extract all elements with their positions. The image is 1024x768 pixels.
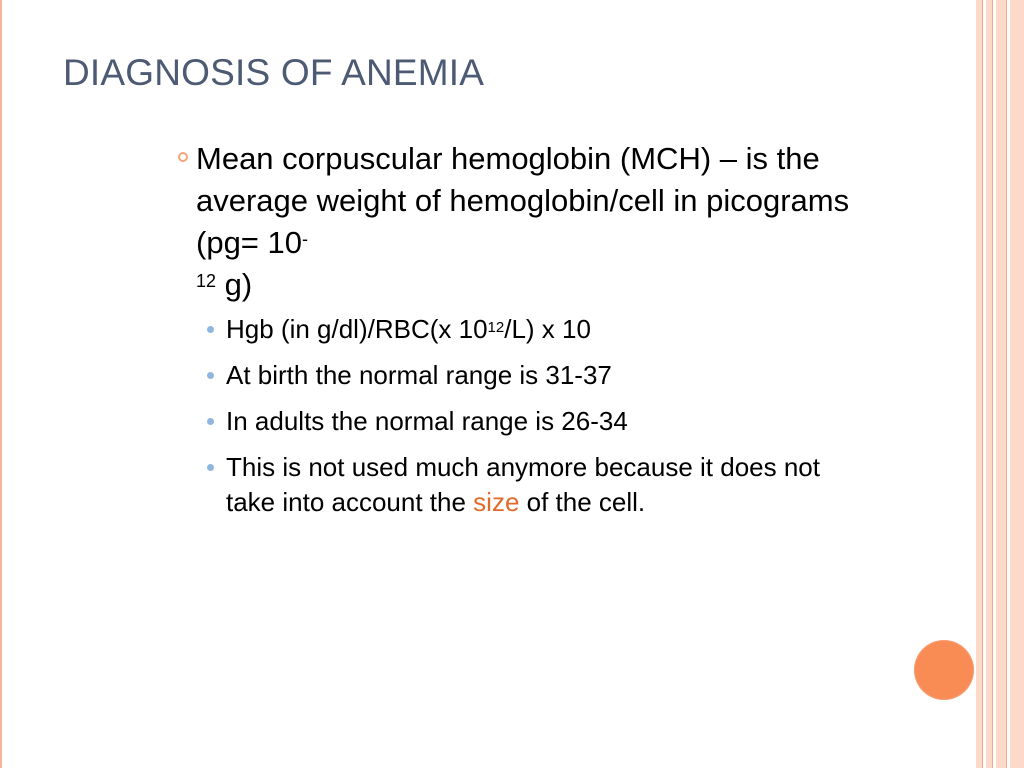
left-border-line <box>0 0 2 768</box>
adult-range-text: In adults the normal range is 26-34 <box>226 406 628 436</box>
main-bullet-text: Mean corpuscular hemoglobin (MCH) – is the average weight of hemoglobin/cell in picograms (pg= 10 <box>196 141 850 260</box>
formula-text: Hgb (in g/dl)/RBC(x 10 <box>226 314 488 344</box>
right-stripe <box>1010 0 1024 768</box>
decorative-circle <box>914 640 974 700</box>
dot-bullet-icon <box>207 464 214 471</box>
dot-bullet-icon <box>207 326 214 333</box>
list-item-birth-range <box>176 358 866 393</box>
right-stripe-line <box>982 0 983 768</box>
not-used-text: This is not used much anymore because it does not take into account the <box>226 452 820 517</box>
exponent-value: 12 <box>196 271 217 291</box>
formula-text-end: /L) x 10 <box>504 314 591 344</box>
dot-bullet-icon <box>207 372 214 379</box>
main-bullet <box>176 138 866 306</box>
formula-exponent: 12 <box>487 319 505 336</box>
not-used-text-end: of the cell. <box>519 487 646 517</box>
birth-range-text: At birth the normal range is 31-37 <box>226 360 612 390</box>
list-item-adult-range <box>176 404 866 439</box>
slide-content <box>176 138 876 531</box>
ring-bullet-icon <box>178 152 188 162</box>
list-item-hgb-formula <box>176 312 866 347</box>
main-bullet-unit: g) <box>216 267 253 302</box>
highlight-word: size <box>473 487 520 517</box>
exponent-sign: - <box>302 229 309 249</box>
right-stripe-line <box>992 0 993 768</box>
dot-bullet-icon <box>207 418 214 425</box>
right-stripe <box>996 0 1006 768</box>
slide-title: DIAGNOSIS OF ANEMIA <box>63 52 485 93</box>
list-item-not-used <box>176 450 866 520</box>
sub-bullet-list <box>176 312 876 520</box>
right-stripe-line <box>1006 0 1007 768</box>
